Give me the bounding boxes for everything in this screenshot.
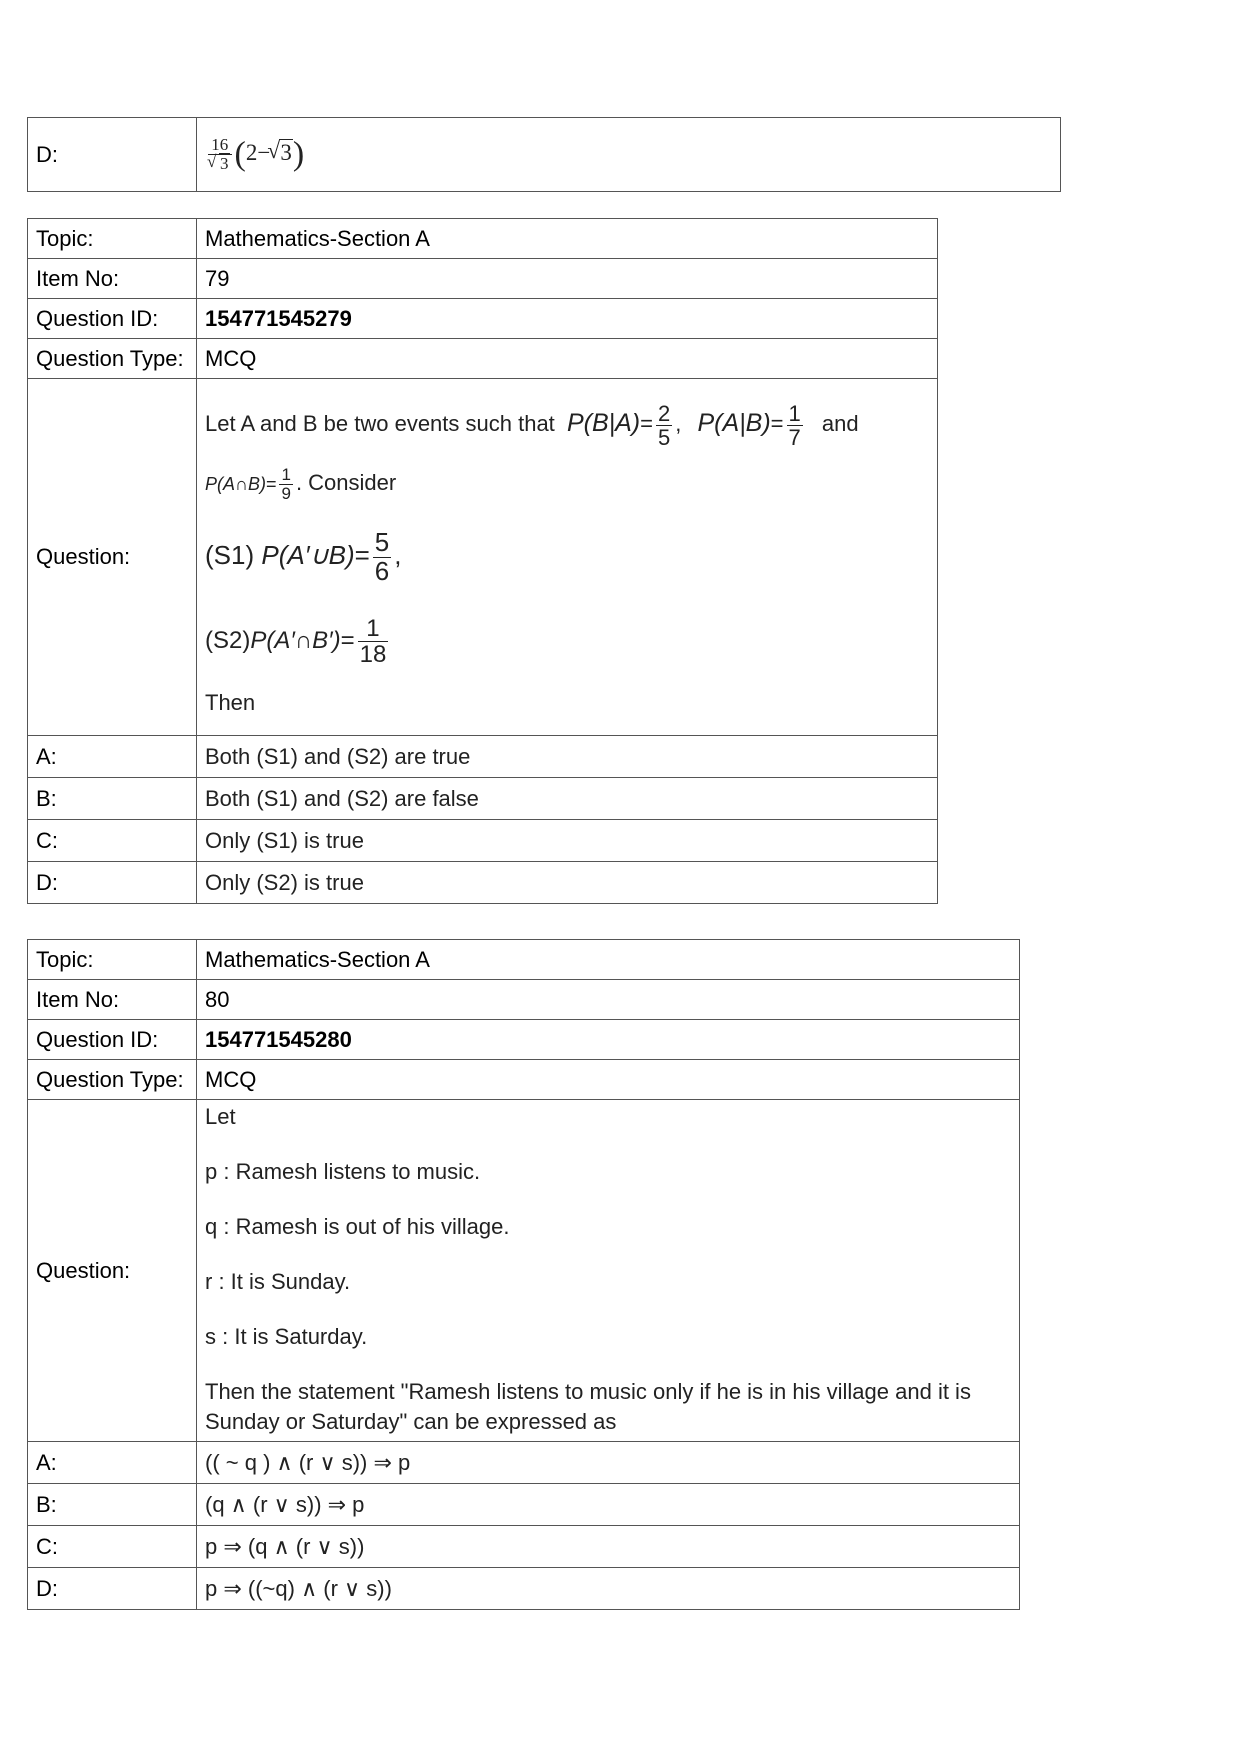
table-row: [28, 862, 938, 904]
table-row: [28, 259, 938, 299]
table-row: [28, 1442, 1020, 1484]
question-type-label: Question Type:: [28, 339, 197, 379]
s1-label: (S1): [205, 540, 255, 570]
question-id-label: Question ID:: [28, 1020, 197, 1060]
option-b-label: B:: [28, 1484, 197, 1526]
question-line-2: [205, 455, 929, 511]
table-row: [28, 339, 938, 379]
equals-sign: =: [265, 474, 277, 494]
equals-sign: =: [354, 540, 370, 570]
topic-label: Topic:: [28, 940, 197, 980]
question-id-value: 154771545280: [197, 1020, 1020, 1060]
fraction-1-7: $\frac{1}{7}$: [788, 400, 801, 450]
topic-value: Mathematics-Section A: [197, 219, 938, 259]
question-label: Question:: [28, 1100, 197, 1442]
question-line-then-2: Sunday or Saturday" can be expressed as: [205, 1409, 617, 1434]
question-line-p: p : Ramesh listens to music.: [205, 1159, 481, 1184]
equals-sign: =: [640, 411, 653, 436]
comma: ,: [675, 411, 682, 436]
coefficient-fraction: [208, 136, 232, 173]
option-d-formula: 16 √ 3 (2−√ 3): [205, 140, 304, 165]
question-79-table: [27, 218, 938, 904]
fraction-1-9: $\frac{1}{9}$: [281, 464, 291, 503]
table-row: [28, 980, 1020, 1020]
option-d-label: D:: [28, 118, 197, 192]
then-line: [205, 683, 929, 723]
option-a-label: A:: [28, 736, 197, 778]
s1-fraction: $\frac{5}{6}$: [374, 527, 390, 586]
question-line-let: Let: [205, 1104, 236, 1129]
expr-p-a-cap-b: P(A∩B): [205, 474, 266, 494]
topic-value: Mathematics-Section A: [197, 940, 1020, 980]
topic-label: Topic:: [28, 219, 197, 259]
table-row: [28, 1484, 1020, 1526]
minus-sign: −: [257, 139, 271, 165]
table-row: [28, 820, 938, 862]
table-row: [28, 1020, 1020, 1060]
question-body: [197, 1100, 1020, 1442]
question-line-q: q : Ramesh is out of his village.: [205, 1214, 510, 1239]
coefficient-denominator: √ 3: [208, 155, 232, 173]
option-d-value: [197, 118, 1061, 192]
question-line-1: [205, 391, 929, 455]
table-row: [28, 1568, 1020, 1610]
option-a-label: A:: [28, 1442, 197, 1484]
question-line-s: s : It is Saturday.: [205, 1324, 368, 1349]
table-row: [28, 219, 938, 259]
table-row: [28, 1060, 1020, 1100]
question-80-table: [27, 939, 1020, 1610]
s1-expression: P(A′∪B): [261, 540, 355, 570]
option-a-value: Both (S1) and (S2) are true: [197, 736, 938, 778]
coefficient-numerator: 16: [208, 136, 232, 155]
question-text: Let A and B be two events such that: [205, 411, 555, 436]
expr-p-b-given-a: P(B|A): [566, 409, 641, 437]
option-d-label: D:: [28, 862, 197, 904]
item-no-value: 80: [197, 980, 1020, 1020]
question-id-value: 154771545279: [197, 299, 938, 339]
consider-text: . Consider: [295, 470, 397, 495]
option-d-label: D:: [28, 1568, 197, 1610]
question-type-value: MCQ: [197, 1060, 1020, 1100]
question-body: [197, 379, 938, 736]
question-id-label: Question ID:: [28, 299, 197, 339]
expr-p-a-given-b: P(A|B): [697, 409, 771, 437]
question-label: Question:: [28, 379, 197, 736]
s2-expression: P(A′∩B′): [250, 627, 341, 654]
option-d-value: p ⇒ ((~q) ∧ (r ∨ s)): [197, 1568, 1020, 1610]
equals-sign: =: [770, 411, 784, 436]
question-type-label: Question Type:: [28, 1060, 197, 1100]
statement-s1: [205, 511, 929, 599]
option-a-value: (( ~ q ) ∧ (r ∨ s)) ⇒ p: [197, 1442, 1020, 1484]
s2-fraction: $\frac{1}{18}$: [359, 614, 387, 669]
option-d-value: Only (S2) is true: [197, 862, 938, 904]
table-row: [28, 736, 938, 778]
question-line-r: r : It is Sunday.: [205, 1269, 351, 1294]
option-c-label: C:: [28, 1526, 197, 1568]
option-b-label: B:: [28, 778, 197, 820]
table-row: [28, 1100, 1020, 1442]
table-row: [28, 379, 938, 736]
inner-term: 2: [245, 139, 258, 165]
item-no-label: Item No:: [28, 259, 197, 299]
comma: ,: [394, 540, 402, 570]
inner-radical: √ 3: [270, 140, 293, 166]
then-text: Then: [205, 690, 256, 715]
table-row: [28, 299, 938, 339]
s2-label: (S2): [205, 627, 251, 654]
table-row: [28, 118, 1061, 192]
statement-s2: [205, 599, 929, 683]
item-no-value: 79: [197, 259, 938, 299]
equals-sign: =: [340, 627, 355, 654]
fraction-2-5: $\frac{2}{5}$: [657, 400, 671, 450]
option-c-label: C:: [28, 820, 197, 862]
and-word: and: [821, 411, 859, 436]
prev-question-table: [27, 117, 1061, 192]
option-c-value: Only (S1) is true: [197, 820, 938, 862]
question-line-then-1: Then the statement "Ramesh listens to music only if he is in his village and it is: [205, 1379, 971, 1404]
table-row: [28, 1526, 1020, 1568]
item-no-label: Item No:: [28, 980, 197, 1020]
option-c-value: p ⇒ (q ∧ (r ∨ s)): [197, 1526, 1020, 1568]
option-b-value: (q ∧ (r ∨ s)) ⇒ p: [197, 1484, 1020, 1526]
question-type-value: MCQ: [197, 339, 938, 379]
table-row: [28, 778, 938, 820]
table-row: [28, 940, 1020, 980]
option-b-value: Both (S1) and (S2) are false: [197, 778, 938, 820]
